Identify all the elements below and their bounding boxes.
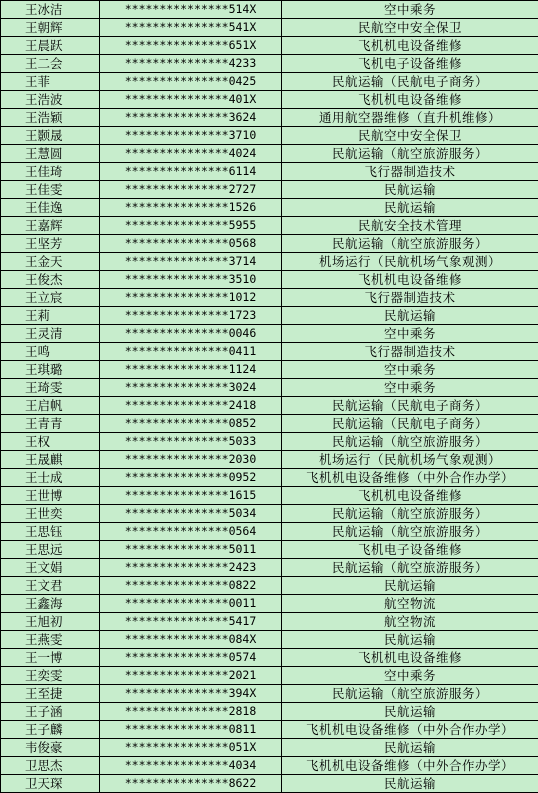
major-cell: 飞机机电设备维修 bbox=[282, 271, 538, 289]
id-number-cell: ***************394X bbox=[100, 685, 282, 703]
student-name-cell: 卫思杰 bbox=[1, 757, 100, 775]
major-cell: 空中乘务 bbox=[282, 667, 538, 685]
student-name-cell: 王鑫海 bbox=[1, 595, 100, 613]
id-number-cell: ***************0425 bbox=[100, 73, 282, 91]
id-number-cell: ***************5417 bbox=[100, 613, 282, 631]
student-name-cell: 王佳逸 bbox=[1, 199, 100, 217]
major-cell: 民航运输 bbox=[282, 775, 538, 793]
id-number-cell: ***************0564 bbox=[100, 523, 282, 541]
major-cell: 空中乘务 bbox=[282, 379, 538, 397]
table-row bbox=[1, 55, 538, 73]
id-number-cell: ***************0574 bbox=[100, 649, 282, 667]
id-number-cell: ***************0811 bbox=[100, 721, 282, 739]
major-cell: 机场运行（民航机场气象观测） bbox=[282, 451, 538, 469]
id-number-cell: ***************2423 bbox=[100, 559, 282, 577]
student-name-cell: 王士成 bbox=[1, 469, 100, 487]
major-cell: 航空物流 bbox=[282, 595, 538, 613]
major-cell: 飞机机电设备维修 bbox=[282, 37, 538, 55]
id-number-cell: ***************541X bbox=[100, 19, 282, 37]
table-row bbox=[1, 451, 538, 469]
table-row bbox=[1, 397, 538, 415]
student-name-cell: 王晟麒 bbox=[1, 451, 100, 469]
major-cell: 民航运输（航空旅游服务） bbox=[282, 145, 538, 163]
table-row bbox=[1, 703, 538, 721]
table-row bbox=[1, 253, 538, 271]
id-number-cell: ***************651X bbox=[100, 37, 282, 55]
student-name-cell: 王鸣 bbox=[1, 343, 100, 361]
id-number-cell: ***************5034 bbox=[100, 505, 282, 523]
major-cell: 民航运输（航空旅游服务） bbox=[282, 685, 538, 703]
major-cell: 飞机机电设备维修 bbox=[282, 91, 538, 109]
id-number-cell: ***************8622 bbox=[100, 775, 282, 793]
id-number-cell: ***************2818 bbox=[100, 703, 282, 721]
id-number-cell: ***************3624 bbox=[100, 109, 282, 127]
id-number-cell: ***************4024 bbox=[100, 145, 282, 163]
table-row bbox=[1, 271, 538, 289]
student-name-cell: 王朝辉 bbox=[1, 19, 100, 37]
id-number-cell: ***************2030 bbox=[100, 451, 282, 469]
major-cell: 民航运输（航空旅游服务） bbox=[282, 559, 538, 577]
table-row bbox=[1, 775, 538, 793]
student-name-cell: 王奕雯 bbox=[1, 667, 100, 685]
table-row bbox=[1, 361, 538, 379]
student-name-cell: 王世奕 bbox=[1, 505, 100, 523]
table-row bbox=[1, 613, 538, 631]
id-number-cell: ***************5011 bbox=[100, 541, 282, 559]
table-row bbox=[1, 433, 538, 451]
table-row bbox=[1, 469, 538, 487]
student-name-cell: 王子麟 bbox=[1, 721, 100, 739]
student-name-cell: 卫天琛 bbox=[1, 775, 100, 793]
student-name-cell: 王菲 bbox=[1, 73, 100, 91]
major-cell: 民航运输 bbox=[282, 307, 538, 325]
id-number-cell: ***************1124 bbox=[100, 361, 282, 379]
major-cell: 民航运输 bbox=[282, 631, 538, 649]
table-row bbox=[1, 307, 538, 325]
id-number-cell: ***************401X bbox=[100, 91, 282, 109]
table-row bbox=[1, 181, 538, 199]
student-name-cell: 王琪璐 bbox=[1, 361, 100, 379]
major-cell: 通用航空器维修（直升机维修） bbox=[282, 109, 538, 127]
id-number-cell: ***************2727 bbox=[100, 181, 282, 199]
id-number-cell: ***************0568 bbox=[100, 235, 282, 253]
major-cell: 飞机机电设备维修（中外合作办学） bbox=[282, 757, 538, 775]
student-name-cell: 王青青 bbox=[1, 415, 100, 433]
student-name-cell: 王嘉辉 bbox=[1, 217, 100, 235]
student-name-cell: 王慧圆 bbox=[1, 145, 100, 163]
student-name-cell: 王立宸 bbox=[1, 289, 100, 307]
table-row bbox=[1, 523, 538, 541]
table-row bbox=[1, 667, 538, 685]
table-row bbox=[1, 109, 538, 127]
table-row bbox=[1, 217, 538, 235]
id-number-cell: ***************2021 bbox=[100, 667, 282, 685]
id-number-cell: ***************0852 bbox=[100, 415, 282, 433]
id-number-cell: ***************0952 bbox=[100, 469, 282, 487]
table-row bbox=[1, 19, 538, 37]
id-number-cell: ***************4034 bbox=[100, 757, 282, 775]
table-row bbox=[1, 739, 538, 757]
major-cell: 民航安全技术管理 bbox=[282, 217, 538, 235]
major-cell: 民航运输（航空旅游服务） bbox=[282, 523, 538, 541]
student-name-cell: 王文君 bbox=[1, 577, 100, 595]
table-row bbox=[1, 631, 538, 649]
id-number-cell: ***************0046 bbox=[100, 325, 282, 343]
major-cell: 民航运输 bbox=[282, 181, 538, 199]
major-cell: 民航运输（民航电子商务） bbox=[282, 397, 538, 415]
id-number-cell: ***************5955 bbox=[100, 217, 282, 235]
table-row bbox=[1, 235, 538, 253]
major-cell: 民航运输（航空旅游服务） bbox=[282, 235, 538, 253]
table-row bbox=[1, 37, 538, 55]
student-name-cell: 韦俊豪 bbox=[1, 739, 100, 757]
major-cell: 民航运输 bbox=[282, 703, 538, 721]
id-number-cell: ***************3510 bbox=[100, 271, 282, 289]
id-number-cell: ***************6114 bbox=[100, 163, 282, 181]
id-number-cell: ***************2418 bbox=[100, 397, 282, 415]
major-cell: 空中乘务 bbox=[282, 325, 538, 343]
major-cell: 飞机机电设备维修 bbox=[282, 649, 538, 667]
table-row bbox=[1, 487, 538, 505]
student-name-cell: 王子涵 bbox=[1, 703, 100, 721]
table-row bbox=[1, 595, 538, 613]
table-row bbox=[1, 649, 538, 667]
table-row bbox=[1, 127, 538, 145]
table-row bbox=[1, 415, 538, 433]
table-row bbox=[1, 379, 538, 397]
table-row bbox=[1, 1, 538, 19]
id-number-cell: ***************1723 bbox=[100, 307, 282, 325]
major-cell: 飞机电子设备维修 bbox=[282, 541, 538, 559]
student-name-cell: 王坚芳 bbox=[1, 235, 100, 253]
id-number-cell: ***************3710 bbox=[100, 127, 282, 145]
id-number-cell: ***************4233 bbox=[100, 55, 282, 73]
student-name-cell: 王文娟 bbox=[1, 559, 100, 577]
major-cell: 飞行器制造技术 bbox=[282, 163, 538, 181]
table-row bbox=[1, 73, 538, 91]
major-cell: 民航运输 bbox=[282, 199, 538, 217]
student-name-cell: 王冰洁 bbox=[1, 1, 100, 19]
major-cell: 飞行器制造技术 bbox=[282, 289, 538, 307]
id-number-cell: ***************1615 bbox=[100, 487, 282, 505]
student-name-cell: 王至捷 bbox=[1, 685, 100, 703]
major-cell: 民航运输（航空旅游服务） bbox=[282, 505, 538, 523]
id-number-cell: ***************0011 bbox=[100, 595, 282, 613]
table-row bbox=[1, 757, 538, 775]
student-name-cell: 王启帆 bbox=[1, 397, 100, 415]
table-row bbox=[1, 505, 538, 523]
id-number-cell: ***************3714 bbox=[100, 253, 282, 271]
major-cell: 民航运输 bbox=[282, 739, 538, 757]
id-number-cell: ***************0411 bbox=[100, 343, 282, 361]
table-row bbox=[1, 289, 538, 307]
table-row bbox=[1, 343, 538, 361]
id-number-cell: ***************514X bbox=[100, 1, 282, 19]
student-name-cell: 王旭初 bbox=[1, 613, 100, 631]
student-name-cell: 王佳琦 bbox=[1, 163, 100, 181]
major-cell: 机场运行（民航机场气象观测） bbox=[282, 253, 538, 271]
id-number-cell: ***************051X bbox=[100, 739, 282, 757]
student-name-cell: 王金天 bbox=[1, 253, 100, 271]
student-name-cell: 王浩颖 bbox=[1, 109, 100, 127]
table-row bbox=[1, 577, 538, 595]
major-cell: 空中乘务 bbox=[282, 1, 538, 19]
table-row bbox=[1, 91, 538, 109]
major-cell: 民航运输（民航电子商务） bbox=[282, 415, 538, 433]
major-cell: 飞行器制造技术 bbox=[282, 343, 538, 361]
student-name-cell: 王琦雯 bbox=[1, 379, 100, 397]
student-name-cell: 王晨跃 bbox=[1, 37, 100, 55]
student-name-cell: 王莉 bbox=[1, 307, 100, 325]
table-row bbox=[1, 145, 538, 163]
student-name-cell: 王俊杰 bbox=[1, 271, 100, 289]
major-cell: 飞机电子设备维修 bbox=[282, 55, 538, 73]
id-number-cell: ***************1012 bbox=[100, 289, 282, 307]
major-cell: 飞机机电设备维修（中外合作办学） bbox=[282, 469, 538, 487]
table-row bbox=[1, 199, 538, 217]
student-name-cell: 王浩波 bbox=[1, 91, 100, 109]
major-cell: 民航运输 bbox=[282, 577, 538, 595]
student-name-cell: 王权 bbox=[1, 433, 100, 451]
student-name-cell: 王佳雯 bbox=[1, 181, 100, 199]
id-number-cell: ***************0822 bbox=[100, 577, 282, 595]
table-row bbox=[1, 721, 538, 739]
major-cell: 民航空中安全保卫 bbox=[282, 19, 538, 37]
table-row bbox=[1, 163, 538, 181]
major-cell: 航空物流 bbox=[282, 613, 538, 631]
id-number-cell: ***************5033 bbox=[100, 433, 282, 451]
student-name-cell: 王一博 bbox=[1, 649, 100, 667]
table-row bbox=[1, 685, 538, 703]
table-row bbox=[1, 559, 538, 577]
student-name-cell: 王思远 bbox=[1, 541, 100, 559]
table-row bbox=[1, 325, 538, 343]
student-name-cell: 王思钰 bbox=[1, 523, 100, 541]
major-cell: 民航空中安全保卫 bbox=[282, 127, 538, 145]
student-name-cell: 王颢晟 bbox=[1, 127, 100, 145]
student-name-cell: 王灵清 bbox=[1, 325, 100, 343]
table-body bbox=[1, 1, 538, 793]
major-cell: 民航运输（民航电子商务） bbox=[282, 73, 538, 91]
student-name-cell: 王世博 bbox=[1, 487, 100, 505]
id-number-cell: ***************3024 bbox=[100, 379, 282, 397]
major-cell: 飞机机电设备维修 bbox=[282, 487, 538, 505]
student-name-cell: 王燕雯 bbox=[1, 631, 100, 649]
major-cell: 飞机机电设备维修（中外合作办学） bbox=[282, 721, 538, 739]
major-cell: 民航运输（航空旅游服务） bbox=[282, 433, 538, 451]
table-row bbox=[1, 541, 538, 559]
id-number-cell: ***************084X bbox=[100, 631, 282, 649]
student-name-cell: 王二会 bbox=[1, 55, 100, 73]
major-cell: 空中乘务 bbox=[282, 361, 538, 379]
id-number-cell: ***************1526 bbox=[100, 199, 282, 217]
